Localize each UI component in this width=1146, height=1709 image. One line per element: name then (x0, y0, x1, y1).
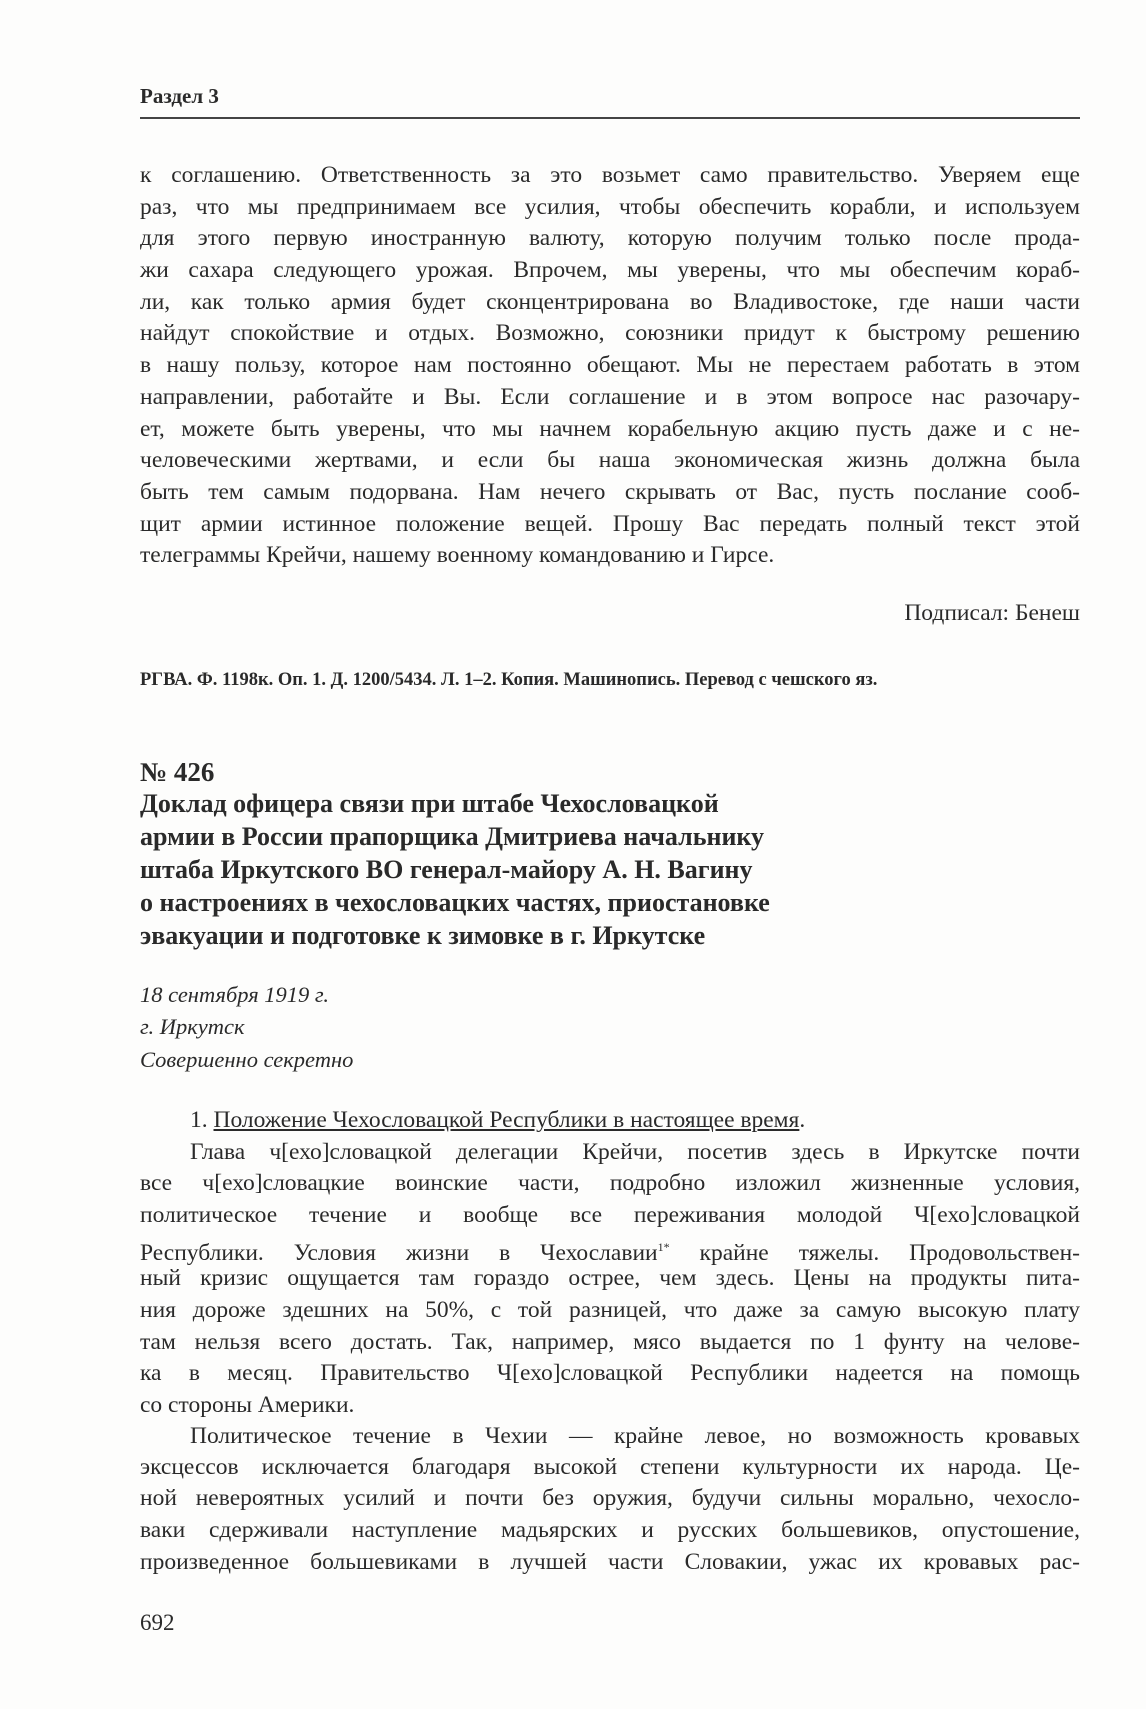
section-title: Положение Чехословацкой Республики в настоящее время (213, 1107, 800, 1133)
text-line: все ч[ехо]словацкие воинские части, подробно изложил жизненные условия, (140, 1170, 1080, 1196)
text-line: ния дороже здешних на 50%, с той разницей, что даже за самую высокую плату (140, 1297, 1080, 1323)
header-rule (140, 117, 1080, 119)
text-line: эксцессов исключается благодаря высокой степени культурности их народа. Це- (140, 1454, 1080, 1480)
text-line: жи сахара следующего урожая. Впрочем, мы уверены, что мы обеспечим кораб- (140, 257, 1080, 283)
page-number: 692 (140, 1610, 175, 1635)
text-line (140, 1231, 1080, 1266)
text-line: там нельзя всего достать. Так, например, мясо выдается по 1 фунту на челове- (140, 1329, 1080, 1355)
text-line: найдут спокойствие и отдых. Возможно, союзники придут к быстрому решению (140, 320, 1080, 346)
document-date: 18 сентября 1919 г. (140, 982, 330, 1007)
text-line: со стороны Америки. (140, 1392, 355, 1418)
document-title-line: эвакуации и подготовке к зимовке в г. Иркутске (140, 921, 706, 950)
text-line: к соглашению. Ответственность за это возьмет само правительство. Уверяем еще (140, 162, 1080, 188)
document-title-line: о настроениях в чехословацких частях, приостановке (140, 888, 770, 917)
document-title-line: армии в России прапорщика Дмитриева начальнику (140, 822, 765, 851)
document-title-line: штаба Иркутского ВО генерал-майору А. Н. Вагину (140, 855, 753, 884)
running-header: Раздел 3 (140, 84, 219, 108)
document-place: г. Иркутск (140, 1014, 245, 1039)
text-line: быть тем самым подорвана. Нам нечего скрывать от Вас, пусть послание сооб- (140, 479, 1080, 505)
text-line: произведенное большевиками в лучшей части Словакии, ужас их кровавых рас- (140, 1549, 1080, 1575)
text-line: ной невероятных усилий и почти без оружия, будучи сильны морально, чехосло- (140, 1485, 1080, 1511)
signature: Подписал: Бенеш (904, 600, 1080, 626)
text-line: человеческими жертвами, и если бы наша экономическая жизнь должна была (140, 447, 1080, 473)
text-line: щит армии истинное положение вещей. Прошу Вас передать полный текст этой (140, 511, 1080, 537)
footnote-ref: 1* (657, 1240, 670, 1254)
text-line: ваки сдерживали наступление мадьярских и русских большевиков, опустошение, (140, 1517, 1080, 1543)
section-period: . (799, 1107, 806, 1133)
text-line: Глава ч[ехо]словацкой делегации Крейчи, посетив здесь в Иркутске почти (190, 1139, 1080, 1165)
text-span: крайне тяжелы. Продовольствен- (669, 1239, 1080, 1266)
section-heading (190, 1104, 1080, 1136)
text-line: для этого первую иностранную валюту, которую получим только после прода- (140, 225, 1080, 251)
text-line: ет, можете быть уверены, что мы начнем корабельную акцию пусть даже и с не- (140, 416, 1080, 442)
text-line: в нашу пользу, которое нам постоянно обещают. Мы не перестаем работать в этом (140, 352, 1080, 378)
text-line: телеграммы Крейчи, нашему военному командованию и Гирсе. (140, 542, 775, 568)
section-number: 1. (190, 1107, 208, 1133)
text-line: раз, что мы предпринимаем все усилия, чтобы обеспечить корабли, и используем (140, 194, 1080, 220)
document-number: № 426 (140, 757, 215, 787)
text-line: направлении, работайте и Вы. Если соглашение и в этом вопросе нас разочару- (140, 384, 1080, 410)
text-line: Политическое течение в Чехии — крайне левое, но возможность кровавых (190, 1423, 1080, 1449)
text-line: ка в месяц. Правительство Ч[ехо]словацкой Республики надеется на помощь (140, 1360, 1080, 1386)
text-line: ный кризис ощущается там гораздо острее, чем здесь. Цены на продукты пита- (140, 1265, 1080, 1291)
text-line: политическое течение и вообще все переживания молодой Ч[ехо]словацкой (140, 1202, 1080, 1228)
text-span: Республики. Условия жизни в Чехославии (140, 1239, 658, 1266)
document-title-line: Доклад офицера связи при штабе Чехословацкой (140, 789, 719, 818)
text-line: ли, как только армия будет сконцентрирована во Владивостоке, где наши части (140, 289, 1080, 315)
classification: Совершенно секретно (140, 1047, 354, 1072)
archive-source: РГВА. Ф. 1198к. Оп. 1. Д. 1200/5434. Л. 1–2. Копия. Машинопись. Перевод с чешского яз. (140, 670, 878, 690)
